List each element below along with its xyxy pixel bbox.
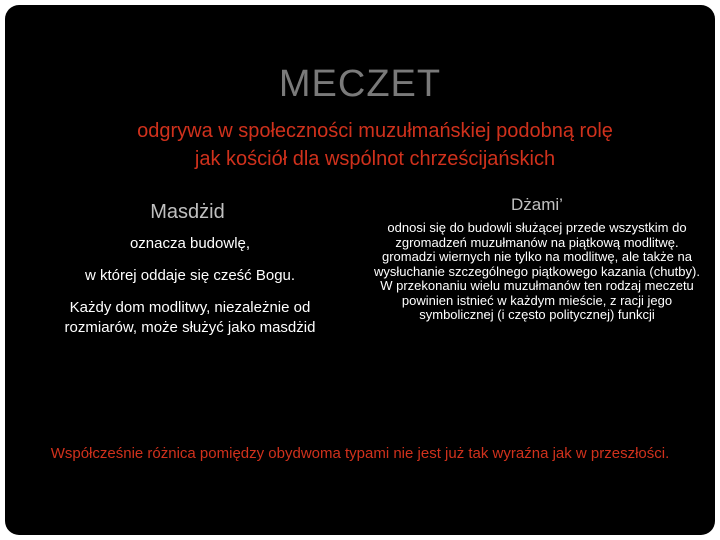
subtitle-line-1: odgrywa w społeczności muzułmańskiej podobną rolę	[137, 120, 613, 142]
masdzid-note: Każdy dom modlitwy, niezależnie od rozmiarów, może służyć jako masdżid	[64, 299, 316, 336]
masdzid-column	[45, 201, 335, 350]
dzami-column	[367, 195, 707, 323]
dzami-heading: Dżami’	[511, 195, 563, 214]
slide-title: MECZET	[278, 63, 442, 105]
slide	[5, 5, 715, 535]
slide-footer: Współcześnie różnica pomiędzy obydwoma typami nie jest już tak wyraźna jak w przeszłości.	[50, 445, 670, 462]
masdzid-definition: oznacza budowlę,	[129, 235, 251, 252]
masdzid-heading: Masdżid	[150, 201, 225, 223]
masdzid-purpose: w której oddaje się cześć Bogu.	[84, 267, 296, 284]
subtitle-line-2: jak kościół dla wspólnot chrześcijańskich	[194, 148, 556, 170]
slide-subtitle	[45, 117, 705, 173]
dzami-description: odnosi się do budowli służącej przede wszystkim do zgromadzeń muzułmanów na piątkową modlitwę. gromadzi wiernych nie tylko na modlitwę, ale także na wysłuchanie szczególnego piątkowego kazania (chutby). W przekonaniu wielu muzułmanów ten rodzaj meczetu powinien istnieć w każdym mieście, z racji jego symbolicznej (i często politycznej) funkcji	[374, 220, 700, 322]
